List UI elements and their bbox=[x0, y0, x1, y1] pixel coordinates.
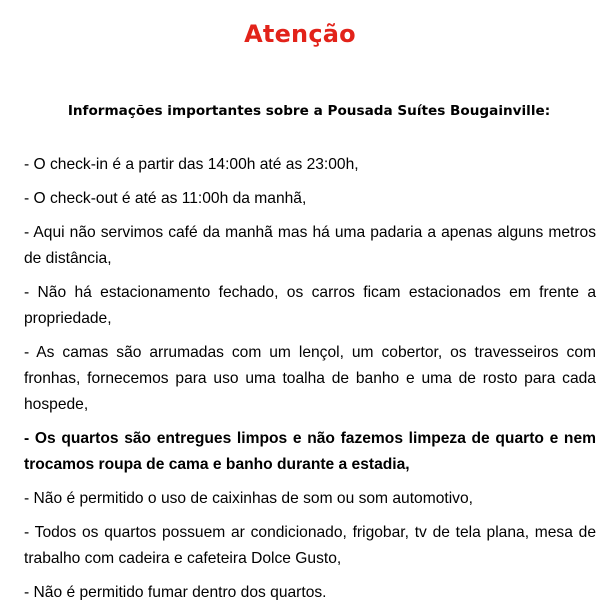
rules-list bbox=[24, 152, 596, 600]
rule-item: - Todos os quartos possuem ar condicionado, frigobar, tv de tela plana, mesa de trabalho com cadeira e cafeteira Dolce Gusto, bbox=[24, 524, 596, 567]
rule-item: - As camas são arrumadas com um lençol, um cobertor, os travesseiros com fronhas, fornecemos para uso uma toalha de banho e uma de rosto para cada hospede, bbox=[24, 344, 596, 413]
rule-item: - Aqui não servimos café da manhã mas há uma padaria a apenas alguns metros de distância, bbox=[24, 224, 596, 267]
document-title: Atenção bbox=[244, 20, 356, 48]
rule-item: - Não é permitido o uso de caixinhas de som ou som automotivo, bbox=[24, 490, 473, 507]
rule-item: - Os quartos são entregues limpos e não fazemos limpeza de quarto e nem trocamos roupa de cama e banho durante a estadia, bbox=[24, 430, 596, 473]
rule-item: - Não há estacionamento fechado, os carros ficam estacionados em frente a propriedade, bbox=[24, 284, 596, 327]
rule-item: - O check-in é a partir das 14:00h até as 23:00h, bbox=[24, 156, 359, 173]
document-subtitle: Informações importantes sobre a Pousada Suítes Bougainville: bbox=[67, 103, 551, 119]
rule-item: - Não é permitido fumar dentro dos quartos. bbox=[24, 584, 327, 600]
rule-item: - O check-out é até as 11:00h da manhã, bbox=[24, 190, 307, 207]
